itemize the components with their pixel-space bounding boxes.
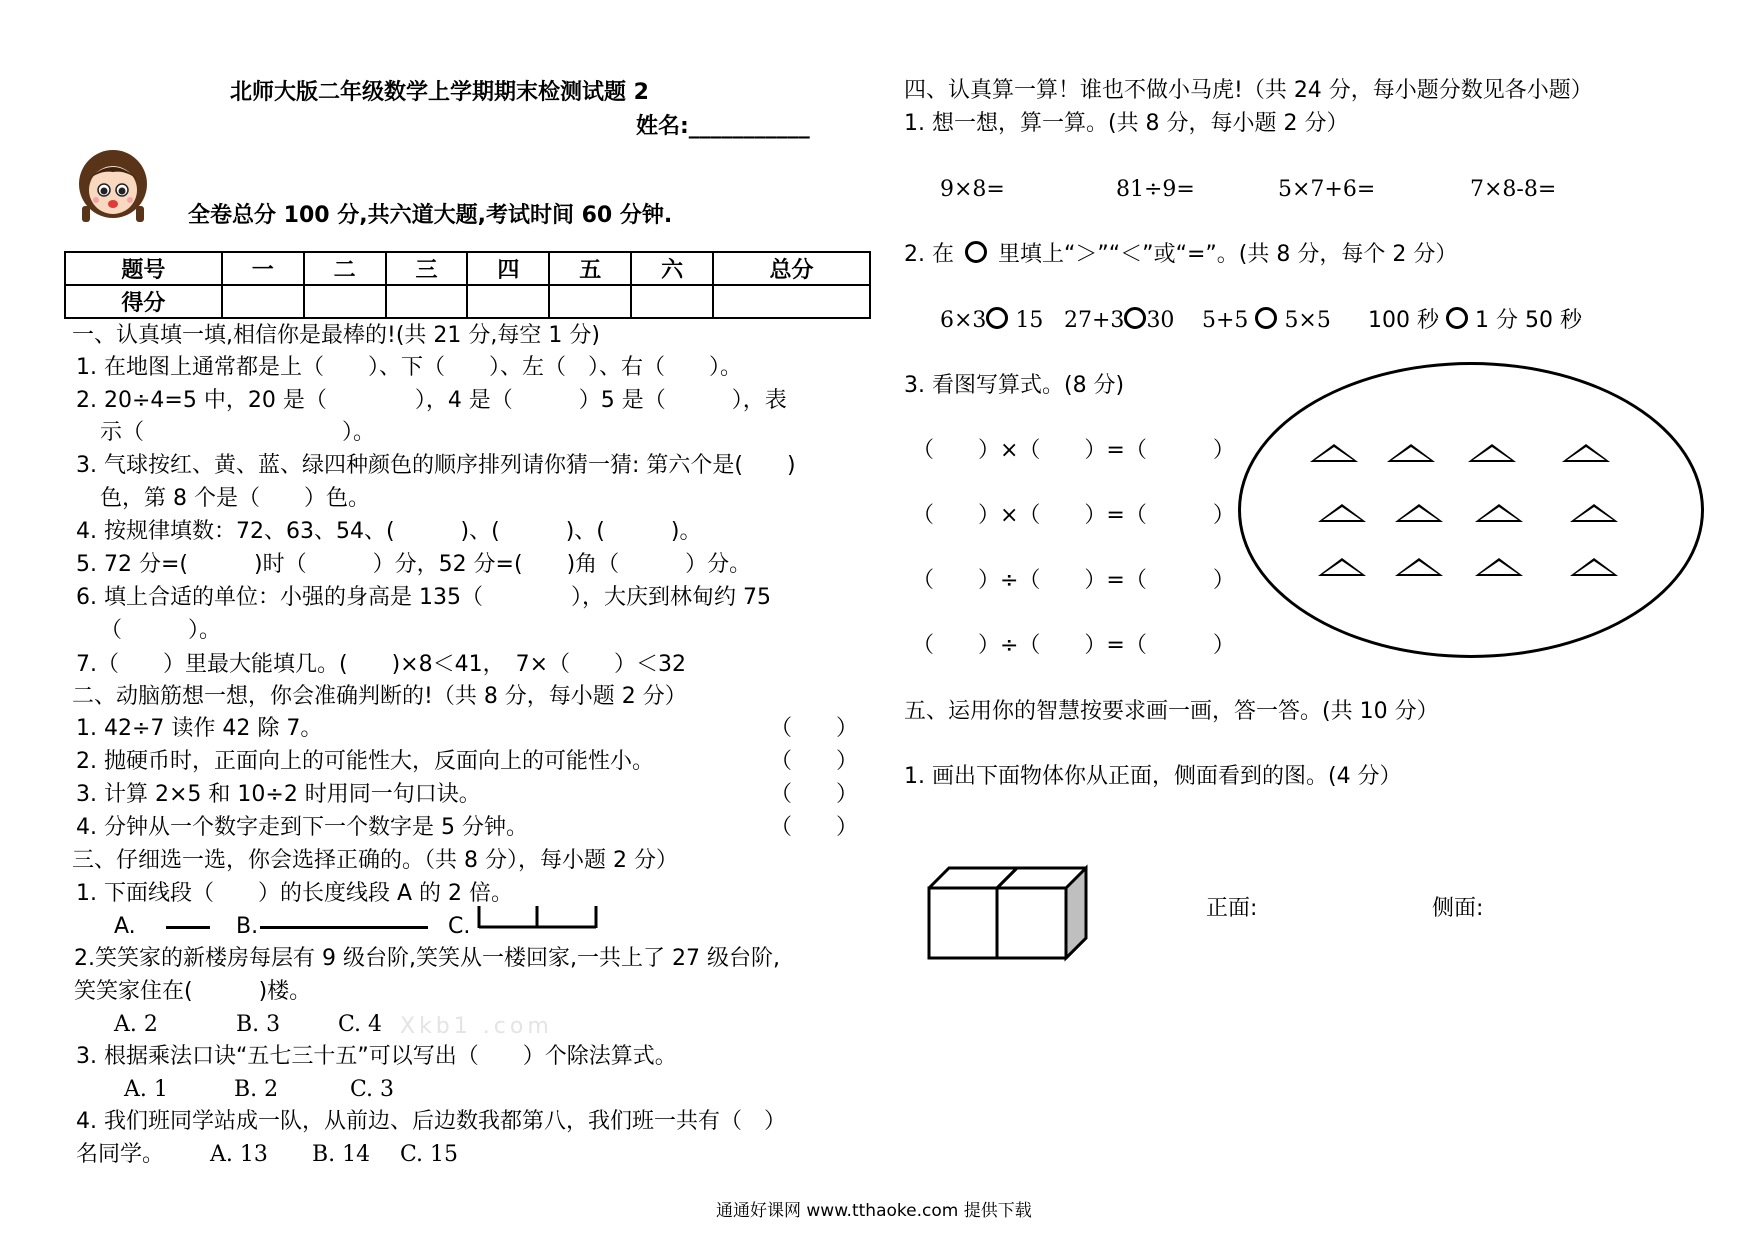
equation-row[interactable]: （ ）×（ ）=（ ） (912, 438, 1235, 463)
table-cell: 五 (549, 252, 631, 285)
section-2-title: 二、动脑筋想一想，你会准确判断的!（共 8 分，每小题 2 分） (72, 684, 687, 709)
question-line: 4. 按规律填数：72、63、54、( )、( )、( )。 (76, 519, 702, 544)
section-4-title: 四、认真算一算！谁也不做小马虎!（共 24 分，每小题分数见各小题） (904, 78, 1593, 103)
part-title (904, 240, 1457, 270)
score-table-header-row (65, 252, 870, 285)
question-line: 6. 填上合适的单位：小强的身高是 135（ ），大庆到林甸约 75 (76, 585, 771, 610)
segment-c (476, 898, 602, 932)
score-entry-cell[interactable] (631, 285, 713, 318)
compare-item (1368, 306, 1582, 336)
option-label: C. 4 (338, 1012, 383, 1037)
question-line: 7.（ ）里最大能填几。( )×8＜41， 7×（ ）＜32 (76, 652, 687, 677)
calc-item: 7×8-8= (1470, 177, 1557, 202)
choice-question: 名同学。 (76, 1142, 165, 1167)
compare-left: 5+5 (1202, 308, 1249, 333)
equation-row[interactable]: （ ）×（ ）=（ ） (912, 503, 1235, 528)
option-label: A. (114, 914, 136, 939)
option-label: A. 1 (124, 1077, 168, 1102)
triangle-icon (1318, 558, 1366, 576)
front-view-label: 正面: (1206, 896, 1258, 921)
footer-credit: 通通好课网 www.tthaoke.com 提供下载 (716, 1201, 1032, 1221)
judge-item: 2. 抛硬币时，正面向上的可能性大，反面向上的可能性小。 (76, 749, 654, 774)
option-label: B. 3 (236, 1012, 281, 1037)
judge-item: 1. 42÷7 读作 42 除 7。 (76, 716, 323, 741)
compare-right: 1 分 50 秒 (1475, 308, 1582, 333)
compare-circle[interactable] (1124, 307, 1146, 329)
answer-paren[interactable]: （ ） (770, 782, 859, 807)
triangle-group-ellipse (1238, 362, 1704, 658)
girl-avatar-icon (74, 146, 152, 224)
compare-circle[interactable] (1255, 307, 1277, 329)
table-cell: 得分 (65, 285, 222, 318)
section-1-title: 一、认真填一填,相信你是最棒的!(共 21 分,每空 1 分) (72, 323, 600, 348)
answer-paren[interactable]: （ ） (770, 749, 859, 774)
answer-paren[interactable]: （ ） (770, 815, 859, 840)
calc-item: 9×8= (940, 177, 1005, 202)
question-line: 2. 20÷4=5 中，20 是（ ），4 是（ ）5 是（ ），表 (76, 388, 787, 413)
table-cell: 四 (467, 252, 549, 285)
triangle-icon (1395, 558, 1443, 576)
option-label: A. 2 (114, 1012, 158, 1037)
part-title: 3. 看图写算式。(8 分) (904, 373, 1125, 398)
score-entry-cell[interactable] (549, 285, 631, 318)
triangle-icon (1570, 504, 1618, 522)
option-label: C. 3 (350, 1077, 395, 1102)
option-label: B. (236, 914, 259, 939)
compare-item (1064, 306, 1174, 336)
judge-item: 4. 分钟从一个数字走到下一个数字是 5 分钟。 (76, 815, 528, 840)
question-line: 色，第 8 个是（ ）色。 (100, 486, 370, 511)
table-cell: 一 (222, 252, 304, 285)
compare-circle[interactable] (986, 307, 1008, 329)
watermark-text: Xkb1 .com (400, 1014, 553, 1039)
score-entry-cell[interactable] (386, 285, 468, 318)
question-line: 3. 气球按红、黄、蓝、绿四种颜色的顺序排列请你猜一猜: 第六个是( ) (76, 453, 796, 478)
triangle-icon (1468, 444, 1516, 462)
equation-row[interactable]: （ ）÷（ ）=（ ） (912, 633, 1235, 658)
option-label: C. 15 (400, 1142, 459, 1167)
compare-right: 15 (1015, 308, 1044, 333)
part-title-suffix: 里填上“＞”“＜”或“=”。(共 8 分，每个 2 分） (997, 242, 1458, 267)
score-entry-cell[interactable] (713, 285, 870, 318)
section-5-title: 五、运用你的智慧按要求画一画，答一答。(共 10 分） (904, 699, 1439, 724)
calc-item: 5×7+6= (1278, 177, 1376, 202)
part-title-prefix: 2. 在 (904, 242, 954, 267)
compare-right: 30 (1146, 308, 1175, 333)
compare-right: 5×5 (1284, 308, 1331, 333)
section-3-title: 三、仔细选一选，你会选择正确的。（共 8 分），每小题 2 分） (72, 848, 678, 873)
choice-question: 2.笑笑家的新楼房每层有 9 级台阶,笑笑从一楼回家,一共上了 27 级台阶, (74, 946, 780, 971)
triangle-icon (1475, 558, 1523, 576)
triangle-icon (1387, 444, 1435, 462)
compare-item (1202, 306, 1331, 336)
score-entry-cell[interactable] (222, 285, 304, 318)
option-label: B. 2 (234, 1077, 279, 1102)
judge-item: 3. 计算 2×5 和 10÷2 时用同一句口诀。 (76, 782, 481, 807)
answer-paren[interactable]: （ ） (770, 716, 859, 741)
table-cell: 六 (631, 252, 713, 285)
compare-item (940, 306, 1043, 336)
exam-summary: 全卷总分 100 分,共六道大题,考试时间 60 分钟. (188, 203, 673, 228)
name-field-label: 姓名:___________ (636, 114, 810, 139)
triangle-icon (1475, 504, 1523, 522)
circle-blank-icon (965, 241, 987, 263)
question-line: 示（ ）。 (100, 420, 376, 445)
table-cell: 总分 (713, 252, 870, 285)
table-cell: 题号 (65, 252, 222, 285)
segment-a (166, 926, 210, 929)
triangle-icon (1310, 444, 1358, 462)
part-title: 1. 想一想，算一算。(共 8 分，每小题 2 分） (904, 111, 1349, 136)
score-entry-cell[interactable] (467, 285, 549, 318)
question-line: 1. 在地图上通常都是上（ ）、下（ ）、左（ ）、右（ ）。 (76, 355, 742, 380)
calc-item: 81÷9= (1116, 177, 1195, 202)
table-cell: 三 (386, 252, 468, 285)
option-label: C. (448, 914, 471, 939)
triangle-icon (1318, 504, 1366, 522)
page-title: 北师大版二年级数学上学期期末检测试题 2 (230, 80, 649, 105)
score-table-score-row (65, 285, 870, 318)
compare-left: 27+3 (1064, 308, 1125, 333)
choice-question: 笑笑家住在( )楼。 (74, 979, 312, 1004)
choice-question: 1. 下面线段（ ）的长度线段 A 的 2 倍。 (76, 881, 514, 906)
compare-left: 6×3 (940, 308, 987, 333)
segment-b (260, 926, 428, 929)
cube-pair-figure (926, 862, 1096, 964)
triangle-icon (1570, 558, 1618, 576)
option-label: A. 13 (210, 1142, 268, 1167)
equation-row[interactable]: （ ）÷（ ）=（ ） (912, 568, 1235, 593)
compare-circle[interactable] (1446, 307, 1468, 329)
triangle-icon (1395, 504, 1443, 522)
question-line: 5. 72 分=( )时（ ）分，52 分=( )角（ ）分。 (76, 552, 752, 577)
table-cell: 二 (304, 252, 386, 285)
side-view-label: 侧面: (1432, 896, 1484, 921)
part-title: 1. 画出下面物体你从正面，侧面看到的图。(4 分） (904, 764, 1402, 789)
option-label: B. 14 (312, 1142, 371, 1167)
question-line: （ ）。 (100, 618, 222, 643)
score-table (64, 251, 871, 319)
score-entry-cell[interactable] (304, 285, 386, 318)
choice-question: 3. 根据乘法口诀“五七三十五”可以写出（ ）个除法算式。 (76, 1044, 677, 1069)
compare-left: 100 秒 (1368, 308, 1439, 333)
triangle-icon (1562, 444, 1610, 462)
choice-question: 4. 我们班同学站成一队，从前边、后边数我都第八，我们班一共有（ ） (76, 1109, 786, 1134)
